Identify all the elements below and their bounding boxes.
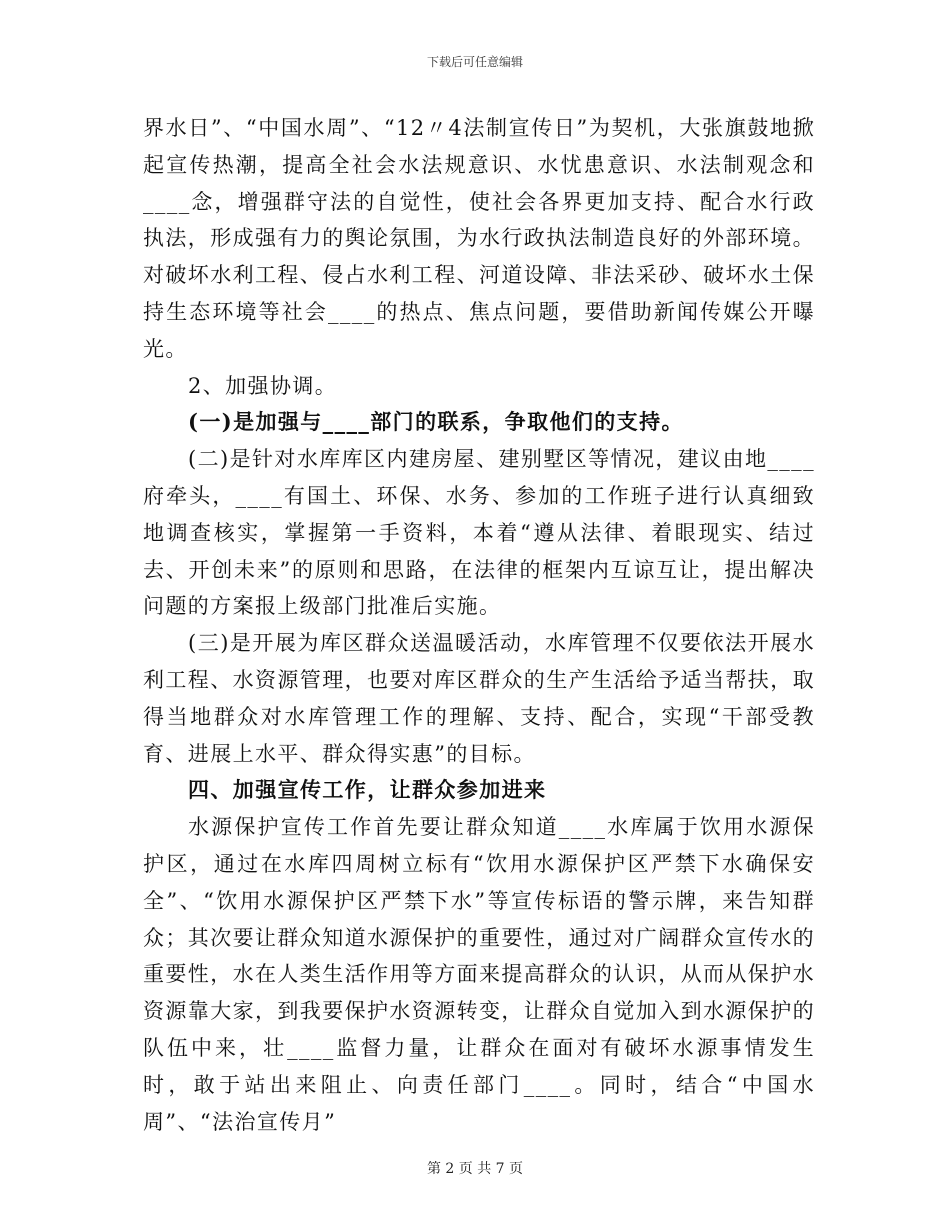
page-header: 下载后可任意编辑	[426, 55, 523, 69]
paragraph-3: (一)是加强与____部门的联系，争取他们的支持。	[188, 409, 684, 435]
document-body	[143, 110, 815, 1140]
paragraph-7: 水源保护宣传工作首先要让群众知道____水库属于饮用水源保护区，通过在水库四周树立标有“饮用水源保护区严禁下水确保安全”、“饮用水源保护区严禁下水”等宣传标语的警示牌，来告知群众；其次要让群众知道水源保护的重要性，通过对广阔群众宣传水的重要性，水在人类生活作用等方面来提高群众的认识，从而从保护水资源靠大家，到我要保护水资源转变，让群众自觉加入到水源保护的队伍中来，壮____监督力量，让群众在面对有破坏水源事情发生时，敢于站出来阻止、向责任部门____。同时，结合“中国水周”、“法治宣传月”	[143, 815, 815, 1134]
paragraph-1: 界水日”、“中国水周”、“12〃4法制宣传日”为契机，大张旗鼓地掀起宣传热潮，提高全社会水法规意识、水忧患意识、水法制观念和____念，增强群守法的自觉性，使社会各界更加支持、配合水行政执法，形成强有力的舆论氛围，为水行政执法制造良好的外部环境。对破坏水利工程、侵占水利工程、河道设障、非法采砂、破坏水土保持生态环境等社会____的热点、焦点问题，要借助新闻传媒公开曝光。	[143, 116, 815, 361]
section-heading: 四、加强宣传工作，让群众参加进来	[188, 777, 547, 803]
page-footer: 第 2 页 共 7 页	[426, 1161, 524, 1177]
paragraph-2: 2、加强协调。	[188, 373, 338, 398]
paragraph-5: (三)是开展为库区群众送温暖活动，水库管理不仅要依法开展水利工程、水资源管理，也要对库区群众的生产生活给予适当帮扶，取得当地群众对水库管理工作的理解、支持、配合，实现“干部受教育、进展上水平、群众得实惠”的目标。	[143, 631, 815, 766]
paragraph-4: (二)是针对水库库区内建房屋、建别墅区等情况，建议由地____府牵头，____有国土、环保、水务、参加的工作班子进行认真细致地调查核实，掌握第一手资料，本着“遵从法律、着眼现实、结过去、开创未来”的原则和思路，在法律的框架内互谅互让，提出解决问题的方案报上级部门批准后实施。	[143, 447, 815, 619]
